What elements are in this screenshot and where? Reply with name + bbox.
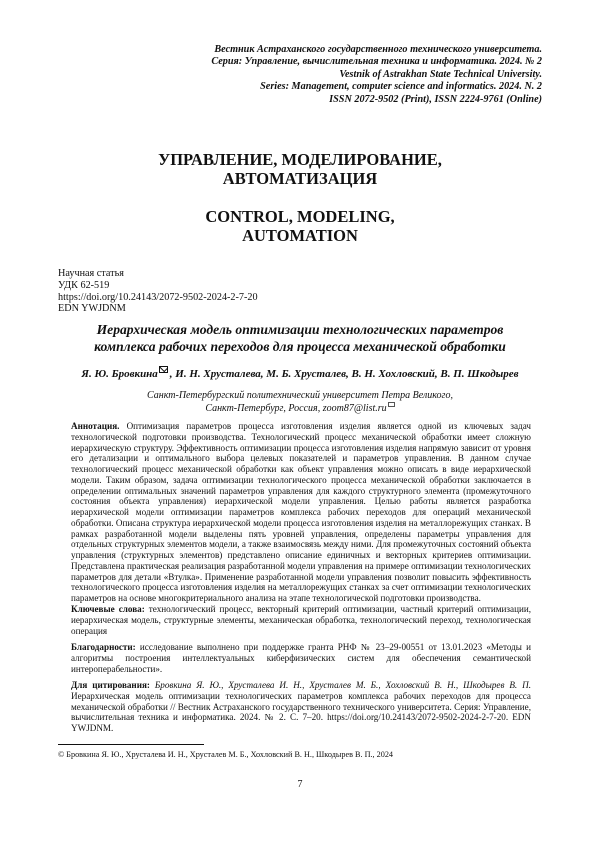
section-heading-ru-line1: УПРАВЛЕНИЕ, МОДЕЛИРОВАНИЕ,	[158, 150, 442, 169]
co-authors: , И. Н. Хрусталева, М. Б. Хрусталев, В. Н. Хохловский, В. П. Шкодырев	[169, 368, 519, 380]
affiliation-line1: Санкт-Петербургский политехнический университет Петра Великого,	[147, 390, 453, 401]
envelope-icon	[159, 366, 168, 373]
journal-series-ru: Серия: Управление, вычислительная техника и информатика. 2024. № 2	[211, 56, 542, 68]
abstract	[71, 421, 531, 604]
acknowledgments	[71, 642, 531, 674]
citation-label: Для цитирования:	[71, 680, 150, 690]
keywords-label: Ключевые слова:	[71, 604, 145, 614]
udk-code: УДК 62-519	[58, 279, 110, 291]
article-meta	[58, 268, 258, 315]
affiliation-line2: Санкт-Петербург, Россия, zoom87@list.ru	[205, 402, 387, 414]
page-number: 7	[297, 779, 303, 790]
journal-series-en: Series: Management, computer science and informatics. 2024. N. 2	[260, 81, 542, 93]
section-heading-en-line2: AUTOMATION	[242, 226, 358, 245]
section-heading-en	[0, 207, 600, 245]
journal-title-en: Vestnik of Astrakhan State Technical University.	[339, 68, 542, 80]
citation	[71, 680, 531, 734]
section-heading-en-line1: CONTROL, MODELING,	[205, 207, 395, 226]
section-heading-ru-line2: АВТОМАТИЗАЦИЯ	[222, 169, 378, 188]
keywords	[71, 604, 531, 636]
article-title-line2: комплекса рабочих переходов для процесса механической обработки	[94, 338, 506, 354]
citation-authors: Бровкина Я. Ю., Хрусталева И. Н., Хрусталев М. Б., Хохловский В. Н., Шкодырев В. П.	[154, 680, 532, 690]
journal-title-ru: Вестник Астраханского государственного технического университета.	[214, 44, 542, 55]
affiliation	[0, 390, 600, 415]
envelope-icon	[388, 402, 395, 407]
author-list	[0, 368, 600, 381]
section-heading-ru	[0, 150, 600, 188]
article-type: Научная статья	[58, 268, 124, 279]
abstract-label: Аннотация.	[71, 421, 120, 431]
footnote-divider	[58, 744, 204, 745]
article-title	[40, 322, 560, 355]
article-title-line1: Иерархическая модель оптимизации технологических параметров	[96, 322, 504, 337]
copyright-notice: © Бровкина Я. Ю., Хрусталева И. Н., Хрусталев М. Б., Хохловский В. Н., Шкодырев В. П., 2024	[58, 750, 394, 759]
edn-code: EDN YWJDNM	[58, 303, 126, 315]
citation-text: Иерархическая модель оптимизации технологических параметров комплекса рабочих переходов для процесса механической обработки // Вестник Астраханского государственного технического университета. Серия: Управление, вычислительная техника и информатика. 2024. № 2. С. 7–20. https://doi.org/10.24143/2072-9502-2024-2-7-20. EDN YWJDNM.	[71, 690, 531, 733]
acknowledgments-text: исследование выполнено при поддержке гранта РНФ № 23–29-00551 от 13.01.2023 «Методы и алгоритмы построения интеллектуальных киберфизических систем для обеспечения семантической интероперабельности».	[71, 642, 531, 674]
corresponding-author: Я. Ю. Бровкина	[81, 368, 158, 380]
journal-header	[42, 44, 542, 106]
abstract-text: Оптимизация параметров процесса изготовления изделия является одной из ключевых задач технологической подготовки производства. Технологический процесс механической обработки имеет сложную иерархическую структуру. Эффективность оптимизации процесса изготовления изделия напрямую зависит от уровня его детализации и оптимального выбора целевых показателей и параметров управления. В данном случае технологический процесс механической обработки как объект управления можно описать в виде иерархической модели. Таким образом, задача оптимизации технологического процесса механической обработки заключается в определении оптимальных значений параметров управления для каждого структурного элемента (промежуточного состояния объекта управления) иерархической модели управления. Целью работы является разработка иерархической модели оптимизации параметров комплекса рабочих переходов для операций механической обработки. Описана структура иерархической модели процесса изготовления изделия на металлорежущих станках. В рамках разработанной модели выделены пять уровней управления, определены параметры управления для отдельных структурных элементов модели, а также взаимосвязь между ними. Для промежуточных состояний объекта управления (структурных элементов) представлено описание единичных и векторных критериев оптимизации. Представлена практическая реализация разработанной модели управления на примере оптимизации технологических параметров для детали «Втулка». Применение разработанной модели управления позволит повысить эффективность технологического процесса изготовления изделия на металлорежущих станках за счет оптимизации технологических параметров на основе многокритериального анализа на этапе технологической подготовки производства.	[71, 421, 531, 603]
journal-issn: ISSN 2072-9502 (Print), ISSN 2224-9761 (Online)	[329, 93, 542, 105]
keywords-text: технологический процесс, векторный критерий оптимизации, частный критерий оптимизации, иерархическая модель, структурные элементы, механическая обработка, технологический переход, технологическая операция	[71, 604, 531, 636]
acknowledgments-label: Благодарности:	[71, 642, 136, 652]
doi-link[interactable]: https://doi.org/10.24143/2072-9502-2024-2-7-20	[58, 291, 258, 303]
